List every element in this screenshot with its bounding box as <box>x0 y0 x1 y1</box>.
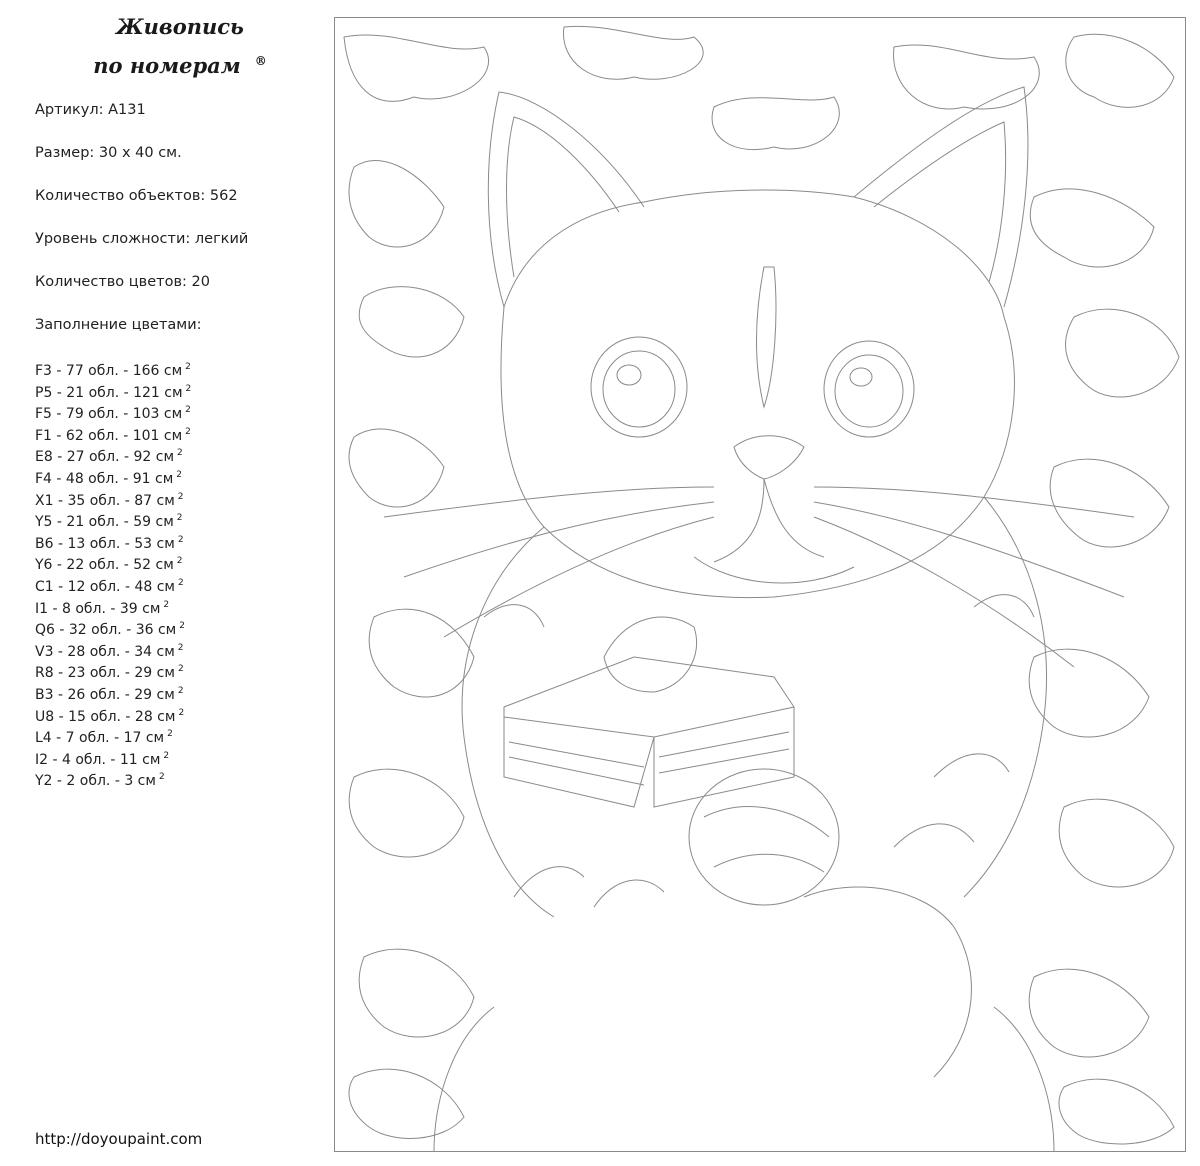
sq-superscript: 2 <box>177 664 184 675</box>
sq-superscript: 2 <box>178 707 185 718</box>
whisker <box>814 487 1134 517</box>
canvas-frame <box>335 18 1186 1152</box>
color-row-text: E8 - 27 обл. - 92 см <box>35 449 175 466</box>
color-fill-list <box>35 357 315 789</box>
color-row <box>35 616 315 638</box>
fur-stroke <box>484 605 544 627</box>
color-row <box>35 551 315 573</box>
color-row <box>35 659 315 681</box>
right-eye-inner <box>835 355 903 427</box>
cat-nose <box>734 436 804 479</box>
color-row-text: B6 - 13 обл. - 53 см <box>35 535 175 552</box>
book-top <box>504 657 794 737</box>
sq-superscript: 2 <box>176 513 183 524</box>
color-row <box>35 573 315 595</box>
bg-blob <box>359 949 474 1037</box>
coloring-canvas <box>334 17 1186 1152</box>
color-row-text: Y5 - 21 обл. - 59 см <box>35 514 174 531</box>
color-count: Количество цветов: 20 <box>35 274 210 290</box>
cat-mouth <box>714 479 824 562</box>
color-row <box>35 465 315 487</box>
color-row-text: I2 - 4 обл. - 11 см <box>35 751 161 768</box>
sq-superscript: 2 <box>163 750 170 761</box>
color-row-text: F4 - 48 обл. - 91 см <box>35 470 174 487</box>
sq-superscript: 2 <box>177 534 184 545</box>
left-ear-inner <box>507 117 620 277</box>
sq-superscript: 2 <box>185 426 191 437</box>
brand-logo <box>60 10 300 83</box>
fur-stroke <box>594 880 664 907</box>
left-ear <box>488 92 644 307</box>
forehead-stripe <box>757 267 776 407</box>
sq-superscript: 2 <box>176 469 182 480</box>
color-row-text: V3 - 28 обл. - 34 см <box>35 643 175 660</box>
color-row-text: F3 - 77 обл. - 166 см <box>35 363 183 379</box>
color-row <box>35 595 315 617</box>
bg-blob <box>1059 799 1174 887</box>
sq-superscript: 2 <box>179 621 185 632</box>
difficulty-level: Уровень сложности: легкий <box>35 231 249 247</box>
color-row-text: R8 - 23 обл. - 29 см <box>35 665 175 682</box>
color-row-text: I1 - 8 обл. - 39 см <box>35 600 161 617</box>
sq-superscript: 2 <box>167 729 173 740</box>
color-row-text: C1 - 12 обл. - 48 см <box>35 578 175 595</box>
sq-superscript: 2 <box>185 383 192 394</box>
website-link[interactable]: http://doyoupaint.com <box>35 1130 203 1148</box>
color-row-text: F1 - 62 обл. - 101 см <box>35 427 183 444</box>
color-row <box>35 400 315 422</box>
fill-header: Заполнение цветами: <box>35 317 202 333</box>
bg-blob <box>359 287 464 357</box>
whisker <box>384 487 714 517</box>
canvas-size: Размер: 30 x 40 см. <box>35 145 182 161</box>
product-info <box>35 98 315 356</box>
sq-superscript: 2 <box>177 491 184 502</box>
left-eye <box>591 337 687 437</box>
yarn-line <box>704 807 829 872</box>
book-pages <box>509 732 789 785</box>
bg-blob <box>369 609 474 697</box>
color-row-text: Q6 - 32 обл. - 36 см <box>35 622 177 639</box>
color-row <box>35 530 315 552</box>
toy-mouse <box>604 617 697 692</box>
color-row <box>35 357 315 379</box>
sq-superscript: 2 <box>177 685 184 696</box>
yarn-ball <box>689 769 839 905</box>
whisker <box>444 517 714 637</box>
color-row <box>35 443 315 465</box>
color-row <box>35 724 315 746</box>
sq-superscript: 2 <box>185 405 191 416</box>
brand-line2: по номерам <box>93 53 241 78</box>
cat-head <box>501 190 1014 598</box>
bg-blob <box>349 429 444 507</box>
bg-blob <box>1050 459 1169 547</box>
registered-mark: ® <box>254 54 267 68</box>
color-row-text: B3 - 26 обл. - 29 см <box>35 686 175 703</box>
color-row <box>35 746 315 768</box>
bg-blob <box>564 26 704 79</box>
color-row <box>35 767 315 789</box>
brand-line1: Живопись <box>116 14 244 39</box>
fur-stroke <box>974 595 1034 617</box>
color-row-text: U8 - 15 обл. - 28 см <box>35 708 176 725</box>
bg-blob <box>1066 309 1179 397</box>
color-row-text: X1 - 35 обл. - 87 см <box>35 492 175 509</box>
bg-blob <box>1029 969 1149 1057</box>
sq-superscript: 2 <box>177 642 184 653</box>
sq-superscript: 2 <box>176 556 183 567</box>
color-row-text: P5 - 21 обл. - 121 см <box>35 384 183 401</box>
color-row-text: Y6 - 22 обл. - 52 см <box>35 557 174 574</box>
bg-blob <box>894 45 1040 109</box>
bg-blob <box>344 35 489 101</box>
article-number: Артикул: A131 <box>35 102 146 118</box>
color-row <box>35 487 315 509</box>
color-row <box>35 379 315 401</box>
cat-outline-drawing <box>334 17 1186 1152</box>
color-row <box>35 638 315 660</box>
sq-superscript: 2 <box>177 577 184 588</box>
color-row-text: F5 - 79 обл. - 103 см <box>35 406 183 423</box>
right-ear <box>854 87 1028 307</box>
color-row <box>35 422 315 444</box>
bg-blob <box>1059 1079 1174 1144</box>
book-side <box>504 717 654 807</box>
color-row <box>35 681 315 703</box>
bg-blob <box>1029 649 1149 737</box>
color-row <box>35 508 315 530</box>
bg-blob <box>1030 189 1154 267</box>
color-row-text: L4 - 7 обл. - 17 см <box>35 730 165 747</box>
left-eye-inner <box>603 351 675 427</box>
fur-stroke <box>894 824 974 847</box>
whisker <box>404 502 714 577</box>
sq-superscript: 2 <box>163 599 170 610</box>
object-count: Количество объектов: 562 <box>35 188 238 204</box>
bg-blob <box>1066 34 1174 107</box>
fur-stroke <box>934 754 1009 777</box>
bg-blob <box>712 97 839 150</box>
sq-superscript: 2 <box>158 772 165 783</box>
floor-line <box>434 1007 1054 1152</box>
color-row <box>35 703 315 725</box>
bg-blob <box>349 1069 464 1138</box>
right-ear-inner <box>874 122 1006 282</box>
cat-body-right <box>964 497 1047 897</box>
sq-superscript: 2 <box>177 448 183 459</box>
cat-paw <box>804 887 971 1077</box>
brand-line2-wrap <box>60 44 300 83</box>
bg-blob <box>349 161 444 247</box>
left-eye-highlight <box>617 365 641 385</box>
color-row-text: Y2 - 2 обл. - 3 см <box>35 773 156 790</box>
sq-superscript: 2 <box>185 362 191 372</box>
bg-blob <box>349 769 464 857</box>
right-eye-highlight <box>850 368 872 386</box>
